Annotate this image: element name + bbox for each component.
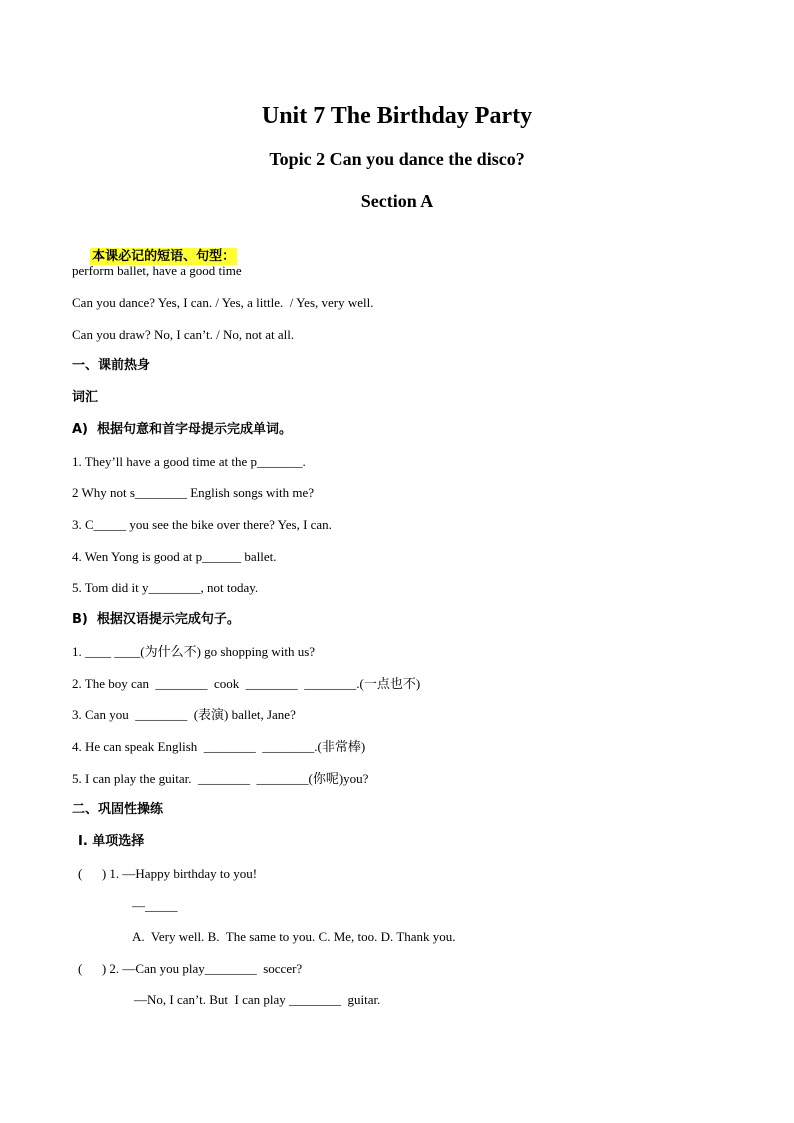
question-answer-blank: —No, I can’t. But I can play ________ guitar. [134,992,381,1007]
exercise-item: 4. Wen Yong is good at p______ ballet. [72,549,277,564]
page-title: Unit 7 The Birthday Party [261,103,533,129]
sectionB-heading: B) 根据汉语提示完成句子。 [72,612,240,627]
topic-title: Topic 2 Can you dance the disco? [269,149,525,169]
exercise-item: 2 Why not s________ English songs with me? [72,485,315,500]
key-point-line: Can you dance? Yes, I can. / Yes, a little. / Yes, very well. [72,295,374,310]
exercise-item: 5. Tom did it y________, not today. [72,580,259,595]
part2-heading: 二、巩固性操练 [72,802,164,817]
sectionA-heading: A) 根据句意和首字母提示完成单词。 [72,422,293,437]
question-options: A. Very well. B. The same to you. C. Me, too. D. Thank you. [132,929,456,944]
key-point-line: perform ballet, have a good time [72,263,242,278]
part2-subheading: Ⅰ. 单项选择 [78,834,145,849]
part1-heading: 一、课前热身 [72,358,151,373]
vocab-label: 词汇 [72,390,99,405]
section-title: Section A [360,191,434,211]
exercise-item: 4. He can speak English ________ ________.(非常棒) [72,739,366,754]
exercise-item: 2. The boy can ________ cook ________ ________.(一点也不) [72,676,421,691]
highlighted-heading: 本课必记的短语、句型： [92,249,236,264]
question-stem: ( ) 2. —Can you play________ soccer? [78,961,303,976]
exercise-item: 1. ____ ____(为什么不) go shopping with us? [72,644,316,659]
exercise-item: 3. C_____ you see the bike over there? Yes, I can. [72,517,332,532]
exercise-item: 3. Can you ________ (表演) ballet, Jane? [72,707,296,722]
key-point-line: Can you draw? No, I can’t. / No, not at all. [72,327,295,342]
question-stem: ( ) 1. —Happy birthday to you! [78,866,258,881]
exercise-item: 5. I can play the guitar. ________ ________(你呢)you? [72,771,369,786]
exercise-item: 1. They’ll have a good time at the p_______. [72,454,306,469]
question-answer-blank: —_____ [132,898,178,913]
